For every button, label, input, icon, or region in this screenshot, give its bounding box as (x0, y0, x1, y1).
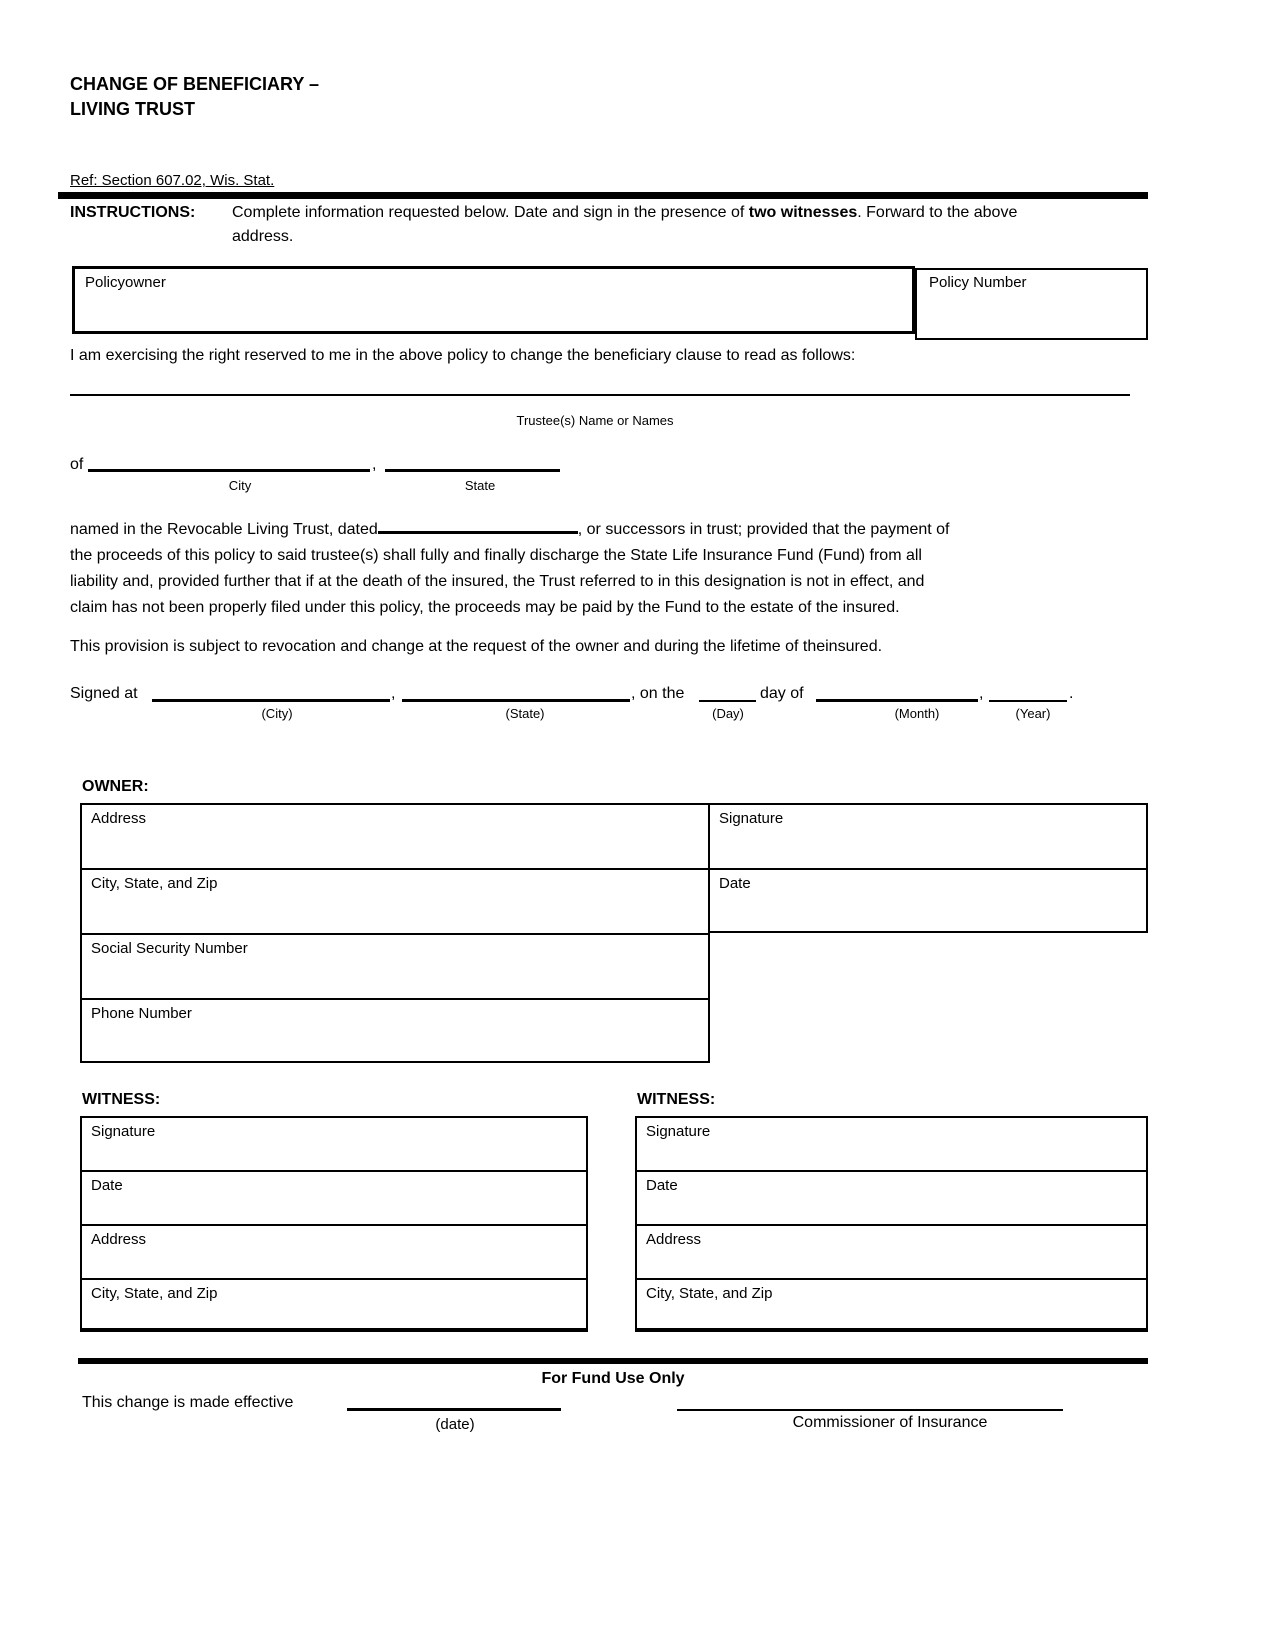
owner-cell-signature[interactable] (710, 803, 1148, 868)
effective-text: This change is made effective (82, 1394, 294, 1411)
owner-cell-date[interactable] (710, 868, 1148, 933)
commissioner-signature-blank[interactable] (677, 1384, 1063, 1411)
witness-right-signature-label: Signature (646, 1123, 711, 1140)
fund-divider-rule (78, 1358, 1148, 1364)
signed-state-caption: (State) (505, 706, 545, 721)
of-label: of (70, 456, 84, 473)
witness-right-date-label: Date (646, 1177, 678, 1194)
signed-day-caption: (Day) (712, 706, 744, 721)
effective-date-blank[interactable] (347, 1384, 561, 1411)
trust-paragraph-line4: claim has not been properly filed under this policy, the proceeds may be paid by the Fund to the estate of the insured. (70, 599, 900, 616)
signed-year-caption: (Year) (1015, 706, 1051, 721)
signed-comma1: , (391, 685, 396, 702)
trustee-caption: Trustee(s) Name or Names (516, 413, 674, 428)
witness-right-address-label: Address (646, 1231, 702, 1248)
witness-left-cell-address[interactable] (80, 1224, 588, 1278)
instructions-text-line1 (232, 204, 1017, 222)
owner-cell-ssn[interactable] (80, 933, 710, 998)
instructions-text-before: Complete information requested below. Date and sign in the presence of (232, 204, 749, 221)
of-state-blank[interactable] (385, 444, 560, 472)
policyowner-label: Policyowner (85, 274, 166, 291)
owner-left-column (80, 803, 710, 1063)
owner-signature-label: Signature (719, 810, 784, 827)
owner-cell-city-state-zip[interactable] (80, 868, 710, 933)
of-city-caption: City (228, 478, 252, 493)
owner-cell-address[interactable] (80, 803, 710, 868)
owner-city-state-zip-label: City, State, and Zip (91, 875, 218, 892)
signed-period: . (1069, 685, 1074, 702)
exercising-text: I am exercising the right reserved to me in the above policy to change the beneficiary clause to read as follows: (70, 347, 856, 364)
signed-city-blank[interactable] (152, 674, 390, 702)
trust-paragraph-line1 (70, 517, 949, 543)
fund-heading: For Fund Use Only (541, 1370, 685, 1387)
witness-right-cell-address[interactable] (635, 1224, 1148, 1278)
policyowner-box[interactable] (72, 266, 915, 334)
of-comma: , (372, 456, 377, 473)
signed-state-blank[interactable] (402, 674, 630, 702)
owner-heading: OWNER: (82, 778, 149, 795)
signed-city-caption: (City) (261, 706, 293, 721)
instructions-text-line2: address. (232, 228, 294, 245)
owner-ssn-label: Social Security Number (91, 940, 248, 957)
witness-right-city-state-zip-label: City, State, and Zip (646, 1285, 773, 1302)
dated-blank[interactable] (378, 520, 578, 534)
witness-right-heading: WITNESS: (637, 1091, 716, 1108)
witness-left-box (80, 1116, 588, 1332)
witness-left-address-label: Address (91, 1231, 147, 1248)
witness-right-cell-city-state-zip[interactable] (635, 1278, 1148, 1332)
commissioner-caption: Commissioner of Insurance (792, 1414, 988, 1431)
signed-month-blank[interactable] (816, 674, 978, 702)
of-city-blank[interactable] (88, 444, 370, 472)
owner-date-label: Date (719, 875, 751, 892)
witness-right-cell-date[interactable] (635, 1170, 1148, 1224)
signed-at-label: Signed at (70, 685, 138, 702)
witness-left-signature-label: Signature (91, 1123, 156, 1140)
provision-text: This provision is subject to revocation and change at the request of the owner and during the lifetime of theinsured. (70, 638, 883, 655)
owner-cell-phone[interactable] (80, 998, 710, 1063)
witness-left-cell-city-state-zip[interactable] (80, 1278, 588, 1332)
of-state-caption: State (464, 478, 496, 493)
signed-year-blank[interactable] (989, 675, 1067, 702)
trust-l1-before: named in the Revocable Living Trust, dated (70, 521, 378, 538)
owner-phone-label: Phone Number (91, 1005, 192, 1022)
page-title-line1: CHANGE OF BENEFICIARY – (70, 74, 320, 94)
witness-left-cell-date[interactable] (80, 1170, 588, 1224)
ref-line: Ref: Section 607.02, Wis. Stat. (70, 172, 275, 189)
trust-paragraph-line2: the proceeds of this policy to said trustee(s) shall fully and finally discharge the State Life Insurance Fund (Fund) from all (70, 547, 922, 564)
witness-left-date-label: Date (91, 1177, 123, 1194)
witness-left-heading: WITNESS: (82, 1091, 161, 1108)
signed-day-blank[interactable] (699, 675, 756, 702)
effective-date-caption: (date) (435, 1416, 475, 1433)
instructions-text-bold: two witnesses (748, 204, 858, 221)
owner-address-label: Address (91, 810, 147, 827)
owner-right-column (710, 803, 1148, 933)
policy-number-label: Policy Number (929, 274, 1027, 291)
policy-number-box[interactable] (915, 268, 1148, 340)
instructions-text-after: . Forward to the above (857, 204, 1018, 221)
signed-month-caption: (Month) (894, 706, 940, 721)
signed-day-of: day of (760, 685, 804, 702)
witness-left-cell-signature[interactable] (80, 1116, 588, 1170)
trustee-name-blank[interactable] (70, 394, 1130, 396)
signed-comma2: , (979, 685, 984, 702)
header-divider-rule (58, 192, 1148, 199)
witness-right-box (635, 1116, 1148, 1332)
witness-right-cell-signature[interactable] (635, 1116, 1148, 1170)
witness-left-city-state-zip-label: City, State, and Zip (91, 1285, 218, 1302)
page-title (70, 72, 319, 122)
instructions-label: INSTRUCTIONS: (70, 204, 196, 221)
signed-on-the: , on the (631, 685, 685, 702)
trust-l1-after: , or successors in trust; provided that the payment of (577, 521, 950, 538)
trust-paragraph-line3: liability and, provided further that if at the death of the insured, the Trust referred to in this designation is not in effect, and (70, 573, 925, 590)
page-title-line2: LIVING TRUST (70, 99, 195, 119)
